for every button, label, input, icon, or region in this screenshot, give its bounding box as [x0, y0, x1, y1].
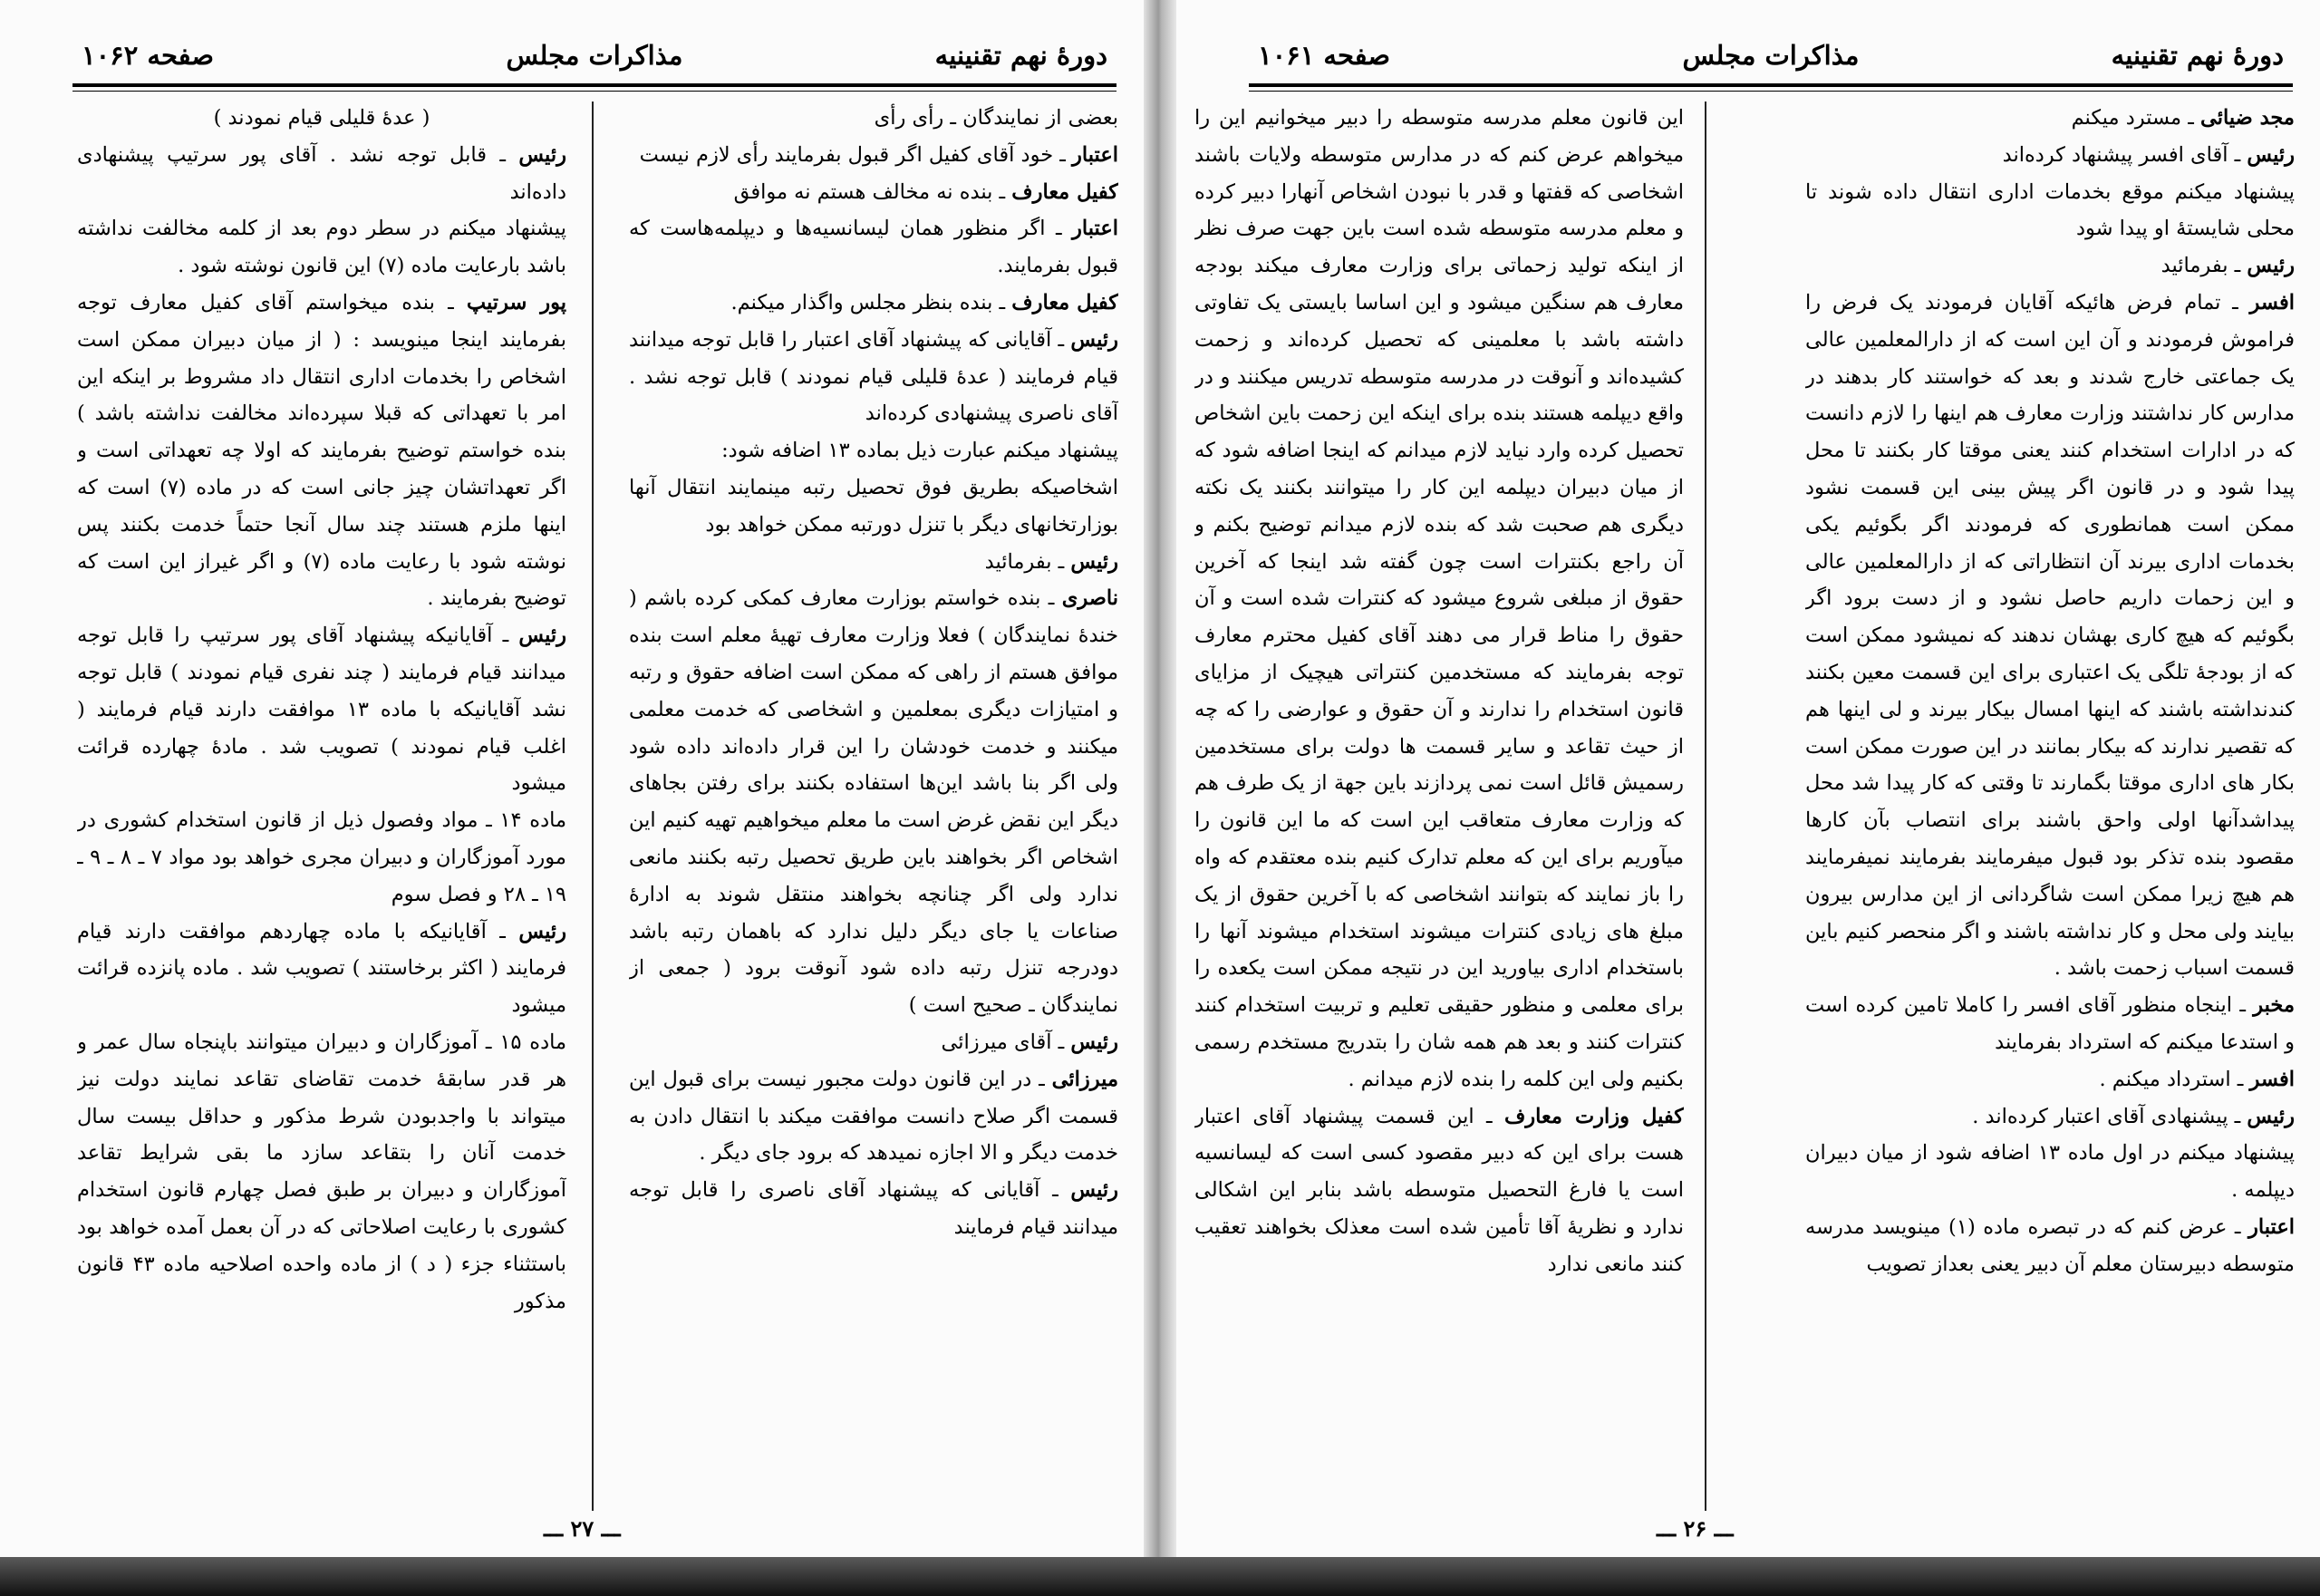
- speaker-name: رئیس: [2247, 254, 2295, 278]
- speaker-dash: ـ: [1031, 1067, 1052, 1091]
- folio-page-number: ـــ ۲۷ ـــ: [544, 1515, 621, 1542]
- speech-paragraph: [1805, 1098, 2295, 1136]
- paragraph-text: پیشنهاد میکنم در سطر دوم بعد از کلمه مخالفت نداشته باشد بارعایت ماده (۷) این قانون نوشته شود .: [77, 217, 566, 278]
- speaker-dash: ـ: [2228, 142, 2248, 167]
- speaker-name: مخبر: [2253, 993, 2295, 1018]
- column-divider: [1705, 102, 1706, 1511]
- speaker-dash: ـ: [1045, 217, 1073, 241]
- header-rule-thin: [1249, 91, 2293, 92]
- speaker-dash: ـ: [2228, 254, 2248, 278]
- speech-paragraph: [629, 210, 1118, 285]
- speaker-name: افسر: [2249, 290, 2295, 314]
- paragraph-text: آقای میرزائی: [941, 1030, 1052, 1054]
- paragraph-text: پیشنهاد میکنم در اول ماده ۱۳ اضافه شود از میان دبیران دیپلمه .: [1805, 1141, 2295, 1203]
- speaker-dash: ـ: [992, 179, 1012, 204]
- speech-paragraph: [77, 137, 566, 211]
- speech-paragraph: [1805, 100, 2295, 137]
- page-header: [72, 27, 1116, 82]
- speaker-name: رئیس: [1070, 327, 1118, 352]
- speech-paragraph: [629, 544, 1118, 581]
- text-paragraph: [629, 100, 1118, 137]
- paragraph-text: پیشنهاد میکنم موقع بخدمات اداری انتقال داده شوند تا محلی شایستهٔ او پیدا شود: [1805, 179, 2295, 241]
- speaker-name: رئیس: [518, 624, 566, 648]
- text-paragraph: [77, 100, 566, 137]
- speaker-name: رئیس: [2247, 1104, 2295, 1128]
- paragraph-text: ماده ۱۴ ـ مواد وفصول ذیل از قانون استخدام کشوری در مورد آموزگاران و دبیران مجری خواهد بود مواد ۷ ـ ۸ ـ ۹ ـ ۱۹ ـ ۲۸ و فصل سوم: [77, 808, 566, 906]
- speaker-name: رئیس: [1070, 1030, 1118, 1054]
- book-gutter: [1144, 0, 1176, 1596]
- text-column-left: [1194, 100, 1684, 1514]
- paragraph-text: بنده بنظر مجلس واگذار میکنم.: [730, 290, 993, 314]
- speaker-dash: ـ: [1040, 586, 1062, 611]
- speaker-name: رئیس: [2247, 142, 2295, 167]
- paragraph-text: اشخاصیکه بطریق فوق تحصیل رتبه مینمایند انتقال آنها بوزارتخانهای دیگر با تنزل دورتبه ممکن خواهد بود: [629, 475, 1118, 537]
- paragraph-text: اینجاه منظور آقای افسر را کاملا تامین کرده است و استدعا میکنم که استرداد بفرمایند: [1805, 993, 2295, 1054]
- page-1061: [1176, 0, 2320, 1596]
- text-paragraph: [77, 210, 566, 285]
- paragraph-text: آقایانیکه پیشنهاد آقای پور سرتیپ را قابل توجه میدانند قیام فرمایند ( چند نفری قیام نمودند ) قابل توجه نشد آقایانیکه با ماده ۱۳ موافقت دارند قیام فرمایند ( اغلب قیام نمودند ) تصویب شد . مادهٔ چهارده قرائت میشود: [77, 624, 566, 796]
- text-paragraph: [1805, 1135, 2295, 1209]
- speech-paragraph: [629, 285, 1118, 322]
- speaker-name: ناصری: [1061, 586, 1118, 611]
- speech-paragraph: [629, 174, 1118, 211]
- page-1062: [0, 0, 1144, 1596]
- page-header: [1249, 27, 2293, 82]
- speaker-dash: ـ: [487, 142, 519, 167]
- paragraph-text: پیشنهاد میکنم عبارت ذیل بماده ۱۳ اضافه شود:: [721, 439, 1118, 463]
- speaker-name: مجد ضیائی: [2200, 106, 2295, 130]
- speaker-name: کفیل معارف: [1011, 179, 1118, 204]
- header-page-number: صفحه ۱۰۶۲: [82, 40, 214, 71]
- speech-paragraph: [1805, 137, 2295, 174]
- paragraph-text: قابل توجه نشد . آقای پور سرتیپ پیشنهادی داده‌اند: [77, 142, 566, 204]
- paragraph-text: بنده میخواستم آقای کفیل معارف توجه بفرمایند اینجا مینویسد : ( از میان دبیران ممکن است اشخاص را بخدمات اداری انتقال داد مشروط بر اینکه این امر با تعهداتی که قبلا سپرده‌اند مخالفت نداشته باشد ) بنده خواستم توضیح بفرمایند که اولا چه تعهداتی است و اگر تعهداتشان چیز جانی است که در ماده (۷) است که اینها ملزم هستند چند سال آنجا حتماً خدمت بکنند پس نوشته شود با رعایت ماده (۷) و اگر غیراز این است که توضیح بفرمایند .: [77, 290, 566, 611]
- speaker-name: رئیس: [518, 919, 566, 943]
- speech-paragraph: [629, 1172, 1118, 1246]
- speaker-name: کفیل معارف: [1011, 290, 1118, 314]
- speaker-name: میرزائی: [1051, 1067, 1118, 1091]
- paragraph-text: این قانون معلم مدرسه متوسطه را دبیر میخوانیم این را میخواهم عرض کنم که در مدارس متوسطه ولایات باشند اشخاصی که قفتها و قدر با نبودن اشخاص آنهارا دبیر کرده و معلم مدرسه متوسطه شده است باین جهت صرف نظر از اینکه تولید زحماتی برای وزارت معارف میکند بودجه معارف هم سنگین میشود و این اساسا بایستی یک تفاوتی داشته باشد با معلمینی که تحصیل کرده‌اند و زحمت کشیده‌اند و آنوقت در مدرسه متوسطه تدریس میکنند و در واقع دیپلمه هستند بنده برای اینکه این زحمت باین اشخاص تحصیل کرده وارد نیاید لازم میدانم که اینجا اضافه شود که از میان دبیران دیپلمه این کار را میتوانند بکنند یک نکته دیگری هم صحبت شد که بنده لازم میدانم توضیح بکنم و آن راجع بکنترات است چون گفته شد اینجا که آخرین حقوق از مبلغی شروع میشود که کنترات شده است و آن حقوق را مناط قرار می دهند آقای کفیل محترم معارف توجه بفرمایند که مستخدمین کنتراتی هیچیک از مزایای قانون استخدام را ندارند و آن حقوق و عوارضی را که چه از حیث تقاعد و سایر قسمت ها دولت برای مستخدمین رسمیش قائل است نمی پردازند باین جهة از یک طرف هم که وزارت معارف متعاقب این است که ما این قانون را میآوریم برای این که معلم تدارک کنیم بنده معتقدم که واه را باز نمایند که بتوانند اشخاصی که با آخرین حقوق از یک مبلغ های زیادی کنترات میشوند استخدام میشوند آنها را باستخدام اداری بیاورید این در نتیجه ممکن است یکعده را برای معلمی و منظور حقیقی تعلیم و تربیت استخدام کنند کنترات کنند و بعد هم همه شان را بتدریج مستخدم رسمی بکنیم ولی این کلمه را بنده لازم میدانم .: [1194, 106, 1684, 1091]
- speaker-dash: ـ: [1053, 142, 1073, 167]
- speech-paragraph: [1805, 1209, 2295, 1283]
- speech-paragraph: [629, 322, 1118, 432]
- speaker-dash: ـ: [2227, 1214, 2249, 1239]
- text-paragraph: [77, 1024, 566, 1320]
- speaker-dash: ـ: [2230, 1067, 2250, 1091]
- speech-paragraph: [1805, 285, 2295, 987]
- speaker-name: رئیس: [518, 142, 566, 167]
- paragraph-text: مسترد میکنم: [2071, 106, 2182, 130]
- paragraph-text: آقای افسر پیشنهاد کرده‌اند: [2002, 142, 2228, 167]
- header-session: دورهٔ نهم تقنینیه: [2111, 40, 2284, 71]
- text-paragraph: [629, 469, 1118, 544]
- speech-paragraph: [77, 285, 566, 617]
- speaker-name: پور سرتیپ: [466, 290, 566, 314]
- paragraph-text: ماده ۱۵ ـ آموزگاران و دبیران میتوانند باپنجاه سال عمر و هر قدر سابقهٔ خدمت تقاضای تقاعد نمایند دولت نیز میتواند با واجدبودن شرط مذکور و حداقل بیست سال خدمت آنان را بتقاعد سازد ما بقی شرایط تقاعد آموزگاران و دبیران بر طبق فصل چهارم قانون استخدام کشوری با رعایت اصلاحاتی که در آن بعمل آمده خواهد بود باستثناء جزء ( د ) از ماده واحده اصلاحیه ماده ۴۳ قانون مذکور: [77, 1030, 566, 1313]
- paragraph-text: خود آقای کفیل اگر قبول بفرمایند رأی لازم نیست: [639, 142, 1054, 167]
- folio-page-number: ـــ ۲۶ ـــ: [1657, 1515, 1734, 1542]
- speaker-dash: ـ: [1051, 549, 1071, 574]
- header-title: مذاکرات مجلس: [1682, 40, 1860, 71]
- speech-paragraph: [629, 580, 1118, 1024]
- speech-paragraph: [1805, 247, 2295, 285]
- paragraph-text: بعضی از نمایندگان ـ رأی رأی: [874, 106, 1118, 130]
- speaker-dash: ـ: [1051, 1030, 1071, 1054]
- speech-paragraph: [1194, 1098, 1684, 1283]
- paragraph-text: ( عدهٔ قلیلی قیام نمودند ): [213, 106, 430, 130]
- paragraph-text: بفرمائید: [984, 549, 1052, 574]
- speech-paragraph: [1805, 987, 2295, 1061]
- speech-paragraph: [629, 137, 1118, 174]
- header-rule: [72, 83, 1116, 87]
- scan-edge-shadow: [0, 1557, 2320, 1596]
- speaker-dash: ـ: [1474, 1104, 1504, 1128]
- header-session: دورهٔ نهم تقنینیه: [934, 40, 1107, 71]
- speaker-dash: ـ: [2228, 1104, 2248, 1128]
- paragraph-text: بنده نه مخالف هستم نه موافق: [733, 179, 993, 204]
- text-paragraph: [629, 432, 1118, 469]
- paragraph-text: در این قانون دولت مجبور نیست برای قبول این قسمت اگر صلاح دانست موافقت میکند با انتقال دادن به خدمت دیگر و الا اجازه نمیدهد که برود جای دیگر .: [629, 1067, 1118, 1166]
- speaker-dash: ـ: [492, 624, 519, 648]
- text-paragraph: [1194, 100, 1684, 1098]
- speaker-dash: ـ: [2232, 993, 2254, 1018]
- speech-paragraph: [77, 617, 566, 802]
- speech-paragraph: [629, 1061, 1118, 1172]
- speaker-dash: ـ: [486, 919, 519, 943]
- speaker-name: اعتبار: [1072, 142, 1118, 167]
- header-title: مذاکرات مجلس: [506, 40, 683, 71]
- paragraph-text: پیشنهادی آقای اعتبار کرده‌اند .: [1972, 1104, 2228, 1128]
- paragraph-text: بفرمائید: [2160, 254, 2228, 278]
- speaker-dash: ـ: [2181, 106, 2200, 130]
- speaker-dash: ـ: [1039, 1178, 1071, 1203]
- speaker-dash: ـ: [1051, 327, 1071, 352]
- speech-paragraph: [1805, 1061, 2295, 1098]
- header-rule: [1249, 83, 2293, 87]
- paragraph-text: اگر منظور همان لیسانسیه‌ها و دیپلمه‌هاست که قبول بفرمایند.: [629, 217, 1118, 278]
- paragraph-text: استرداد میکنم .: [2099, 1067, 2231, 1091]
- speaker-dash: ـ: [2220, 290, 2250, 314]
- text-paragraph: [1805, 174, 2295, 248]
- text-column-right: [629, 100, 1118, 1514]
- paragraph-text: آقایانی که پیشنهاد آقای اعتبار را قابل توجه میدانند قیام فرمایند ( عدهٔ قلیلی قیام نمودند ) قابل توجه نشد . آقای ناصری پیشنهادی کرده‌اند: [629, 327, 1118, 426]
- paragraph-text: عرض کنم که در تبصره ماده (۱) مینویسد مدرسه متوسطه دبیرستان معلم آن دبیر یعنی بعداز تصویب: [1805, 1214, 2295, 1276]
- speech-paragraph: [629, 1024, 1118, 1061]
- speaker-name: اعتبار: [2248, 1214, 2295, 1239]
- header-rule-thin: [72, 91, 1116, 92]
- paragraph-text: آقایانیکه با ماده چهاردهم موافقت دارند قیام فرمایند ( اکثر برخاستند ) تصویب شد . ماده پانزده قرائت میشود: [77, 919, 566, 1018]
- text-paragraph: [77, 802, 566, 913]
- paragraph-text: بنده خواستم بوزارت معارف کمکی کرده باشم ( خندهٔ نمایندگان ) فعلا وزارت معارف تهیهٔ معلم است بنده موافق هستم از راهی که ممکن است اضافه حقوق و رتبه و امتیازات دیگری بمعلمین و اشخاصی که خدمت معلمی میکنند و خدمت خودشان را این قرار داده‌اند داده شود ولی اگر بنا باشد این‌ها استفاده بکنند برای رفتن بجاهای دیگر این نقض غرض است ما معلم میخواهیم تهیه کنیم این اشخاص اگر بخواهند باین طریق تحصیل رتبه بکنند مانعی ندارد ولی اگر چنانچه بخواهند منتقل شوند به ادارهٔ صناعات یا جای دیگر دلیل ندارد که باهمان رتبه باشد دودرجه تنزل رتبه داده شود آنوقت برود ( جمعی از نمایندگان ـ صحیح است ): [629, 586, 1118, 1018]
- paragraph-text: تمام فرض هائیکه آقایان فرمودند یک فرض را فراموش فرمودند و آن این است که از دارالمعلمین عالی یک جماعتی خارج شدند و بعد که خواستند کار بدهند در مدارس کار نداشتند وزارت معارف هم اینها را لازم دانست که در ادارات استخدام کنند یعنی موقتا کار بکنند تا محل پیدا شود و در قانون اگر پیش بینی این قسمت نشود ممکن است همانطوری که فرمودند اگر بگوئیم یکی بخدمات اداری بیرند آن انتظاراتی که از دارالمعلمین عالی و این زحمات داریم حاصل نشود و از دست برود اگر بگوئیم که هیچ کاری بهشان ندهند که نمیشود ممکن است که از بودجهٔ تلگی یک اعتباری برای این قسمت معین بکنند کندنداشته باشند که اینها امسال بیکار بیرند و لی اینها هم که تقصیر ندارند که بیکار بمانند در این صورت ممکن است بکار های اداری موقتا بگمارند تا وقتی که کار پیدا شد محل پیداشدآنها اولی واحق باشند برای انتصاب بآن کارها مقصود بنده تذکر بود قبول میفرمایند بفرمایند نمیفرمایند هم هیچ زیرا ممکن است شاگردانی از این مدارس بیرون بیایند ولی محل و کار نداشته باشند و اگر منحصر کنیم باین قسمت اسباب زحمت باشد .: [1805, 290, 2295, 981]
- speech-paragraph: [77, 914, 566, 1024]
- speaker-name: افسر: [2249, 1067, 2295, 1091]
- speaker-name: رئیس: [1070, 1178, 1118, 1203]
- speaker-name: رئیس: [1070, 549, 1118, 574]
- header-page-number: صفحه ۱۰۶۱: [1258, 40, 1390, 71]
- speaker-dash: ـ: [992, 290, 1012, 314]
- text-column-right: [1805, 100, 2295, 1514]
- speaker-dash: ـ: [434, 290, 467, 314]
- column-divider: [592, 102, 594, 1511]
- paragraph-text: این قسمت پیشنهاد آقای اعتبار هست برای این که دبیر مقصود کسی است که لیسانسیه است یا فارغ التحصیل متوسطه باشد بنابر این اشکالی ندارد و نظریهٔ آقا تأمین شده است معذلک بخواهند تعقیب کنند مانعی ندارد: [1194, 1104, 1684, 1276]
- text-column-left: [77, 100, 566, 1514]
- speaker-name: اعتبار: [1072, 217, 1118, 241]
- paragraph-text: آقایانی که پیشنهاد آقای ناصری را قابل توجه میدانند قیام فرمایند: [629, 1178, 1118, 1239]
- speaker-name: کفیل وزارت معارف: [1503, 1104, 1684, 1128]
